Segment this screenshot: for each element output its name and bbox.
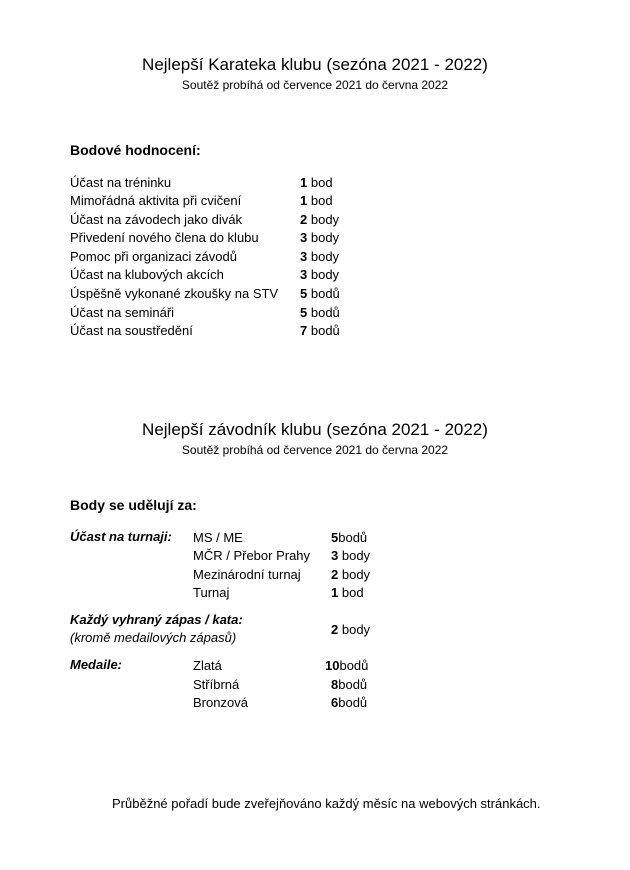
scoring-row-points: 3 body — [300, 230, 340, 245]
tournament-row-label: MS / ME — [193, 530, 243, 545]
scoring-row-points: 2 body — [300, 212, 340, 227]
medal-row-points: 6bodů — [331, 695, 368, 710]
tournament-row-label: MČR / Přebor Prahy — [193, 548, 311, 563]
scoring-row-points: 3 body — [300, 267, 340, 282]
section2-title: Nejlepší závodník klubu (sezóna 2021 - 2022) — [142, 420, 488, 439]
scoring-row-label: Účast na závodech jako divák — [70, 212, 242, 227]
scoring-row-points: 5 bodů — [300, 305, 340, 320]
scoring-row-label: Pomoc při organizaci závodů — [70, 249, 237, 264]
tournament-row-points: 2 body — [331, 567, 371, 582]
medal-row-points: 8bodů — [331, 677, 368, 692]
scoring-row-points: 7 bodů — [300, 323, 340, 338]
section2-heading: Body se udělují za: — [70, 497, 197, 513]
match-category-label: Každý vyhraný zápas / kata: — [70, 612, 243, 627]
scoring-row-points: 3 body — [300, 249, 340, 264]
tournament-row-points: 1 bod — [331, 585, 364, 600]
scoring-row-label: Mimořádná aktivita při cvičení — [70, 193, 242, 208]
scoring-row-label: Účast na klubových akcích — [70, 267, 224, 282]
scoring-row-points: 1 bod — [300, 193, 333, 208]
tournament-row-label: Mezinárodní turnaj — [193, 567, 301, 582]
tournament-row-points: 3 body — [331, 548, 371, 563]
medals-category-label: Medaile: — [70, 657, 123, 672]
scoring-row-points: 1 bod — [300, 175, 333, 190]
medal-row-label: Zlatá — [193, 658, 222, 673]
scoring-row-label: Účast na semináři — [70, 305, 175, 320]
section2-subtitle: Soutěž probíhá od července 2021 do června 2022 — [181, 443, 449, 457]
section1-subtitle: Soutěž probíhá od července 2021 do června 2022 — [181, 78, 449, 92]
scoring-row-label: Úspěšně vykonané zkoušky na STV — [70, 286, 279, 301]
match-points: 2 body — [331, 622, 371, 637]
scoring-row-label: Účast na soustředění — [70, 323, 193, 338]
medal-row-points: 10bodů — [325, 658, 369, 673]
tournament-row-points: 5bodů — [331, 530, 368, 545]
scoring-row-points: 5 bodů — [300, 286, 340, 301]
medal-row-label: Stříbrná — [193, 677, 240, 692]
tournament-row-label: Turnaj — [193, 585, 230, 600]
scoring-row-label: Účast na tréninku — [70, 175, 172, 190]
section1-title: Nejlepší Karateka klubu (sezóna 2021 - 2022) — [142, 55, 488, 74]
scoring-row-label: Přivedení nového člena do klubu — [70, 230, 259, 245]
footer-note: Průběžné pořadí bude zveřejňováno každý měsíc na webových stránkách. — [112, 796, 541, 811]
section1-heading: Bodové hodnocení: — [70, 142, 201, 158]
match-category-note: (kromě medailových zápasů) — [70, 630, 237, 645]
tournament-category-label: Účast na turnaji: — [70, 529, 172, 544]
medal-row-label: Bronzová — [193, 695, 248, 710]
